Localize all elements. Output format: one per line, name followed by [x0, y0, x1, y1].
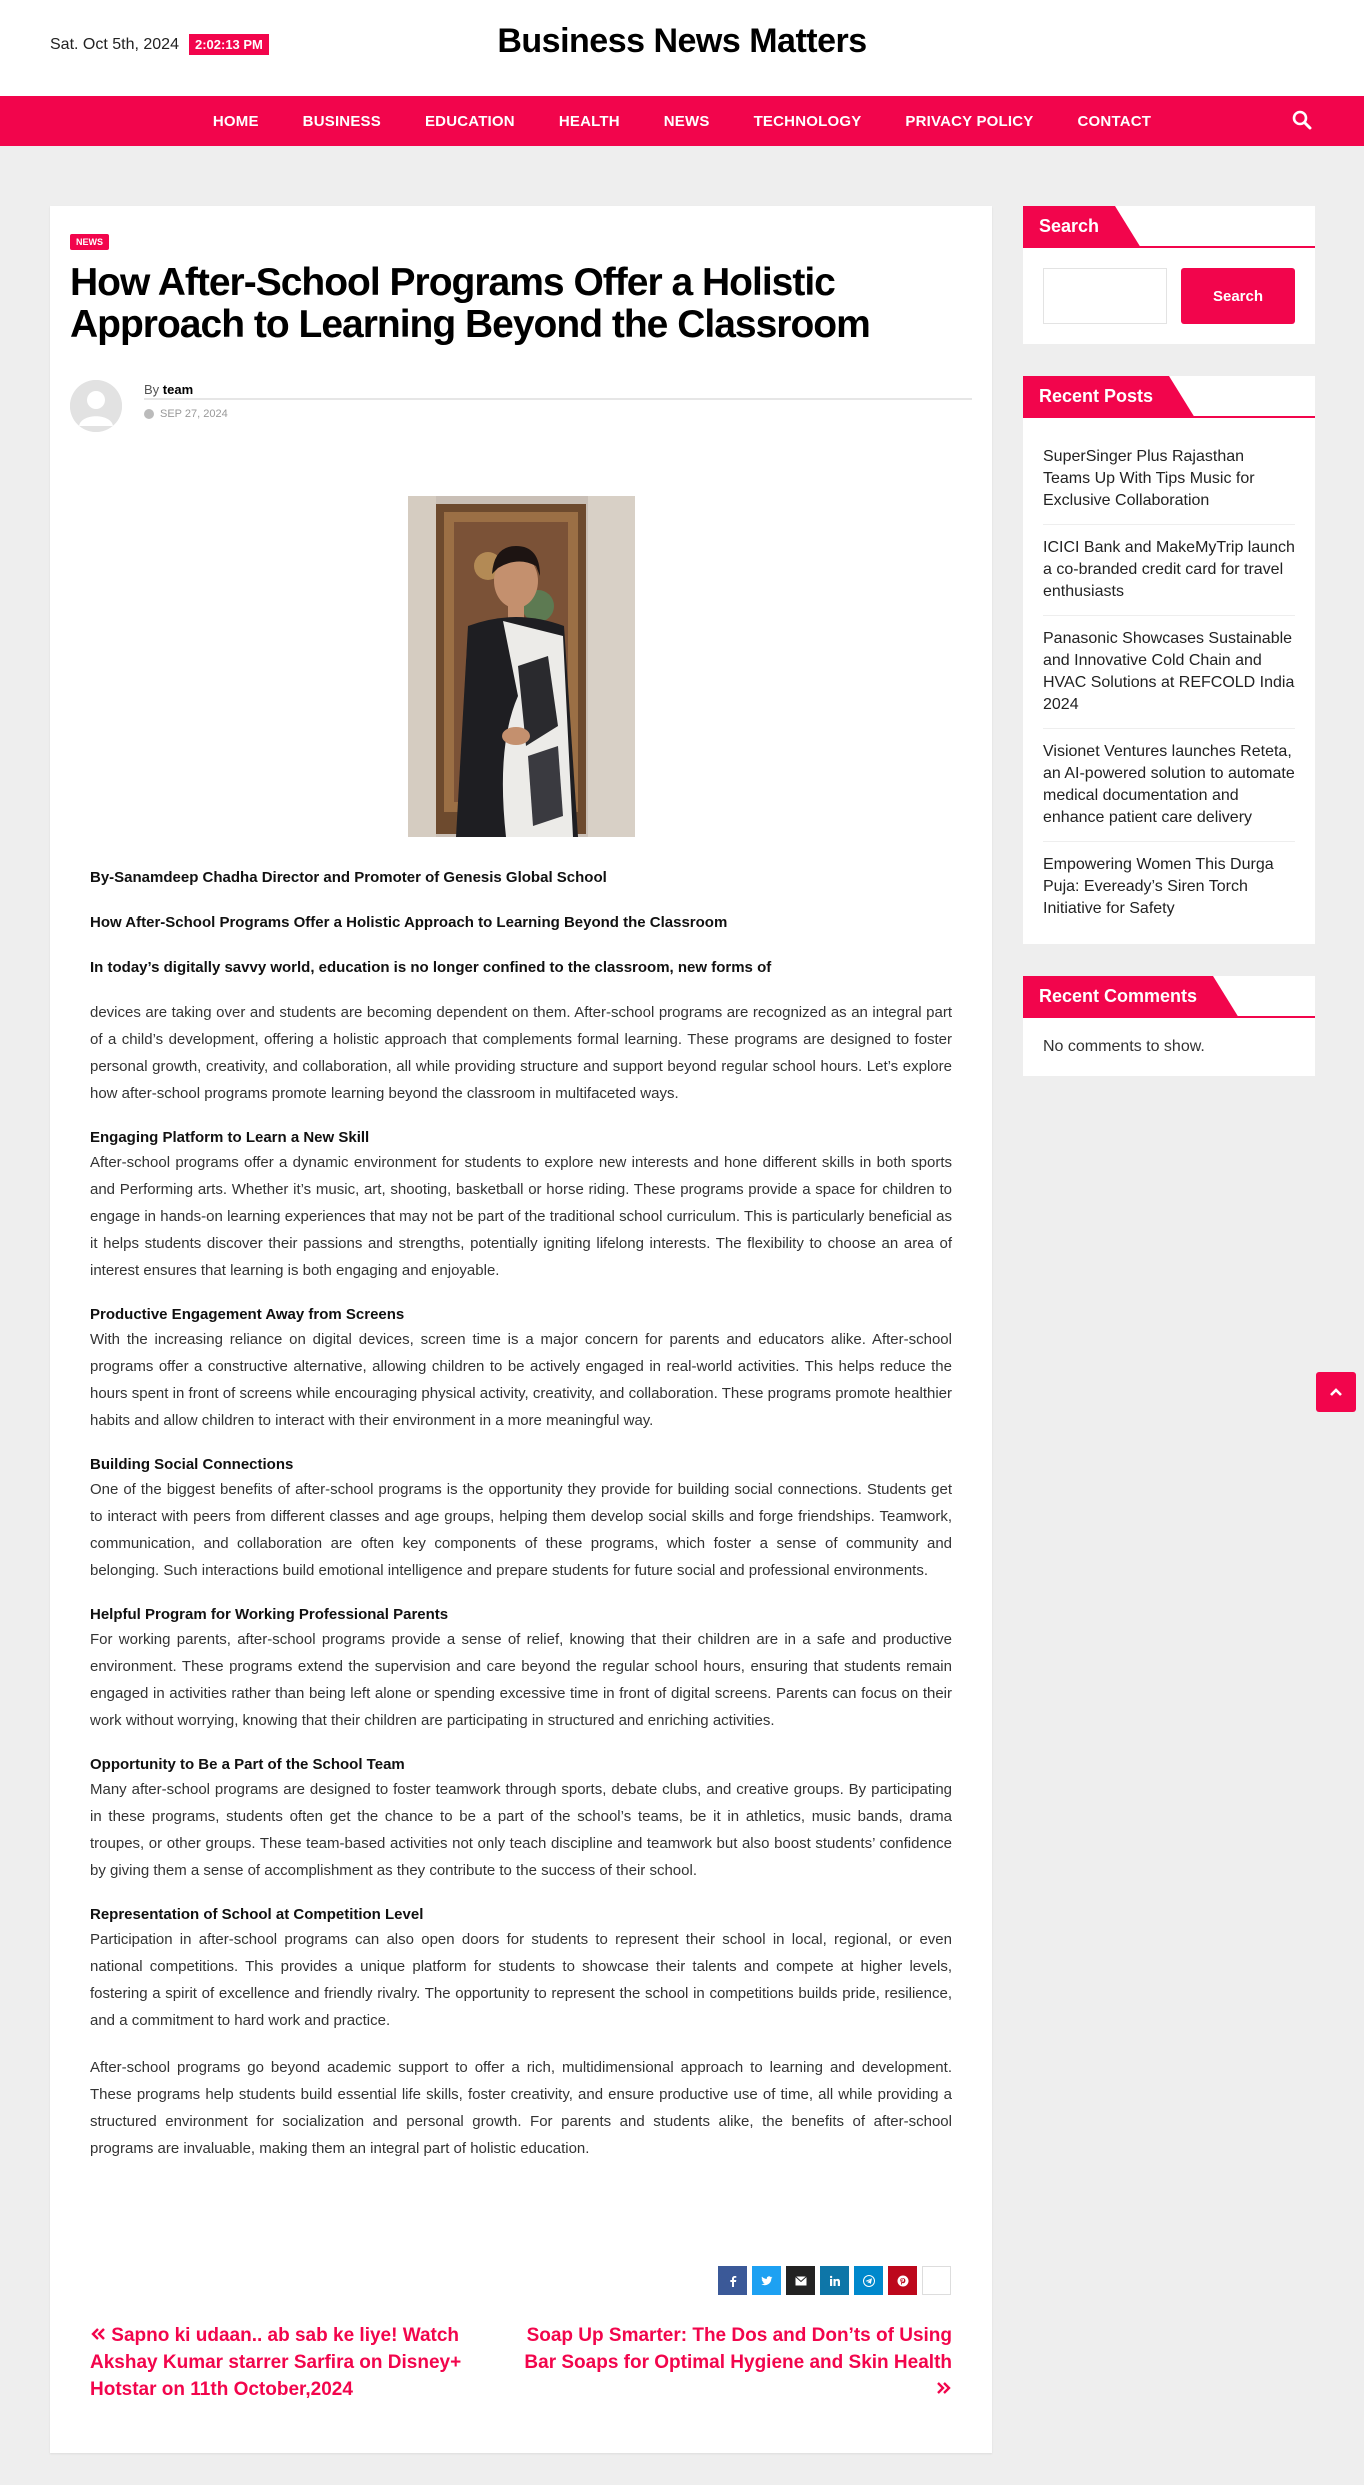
- nav-item-technology[interactable]: TECHNOLOGY: [753, 112, 862, 130]
- recent-post-link[interactable]: Panasonic Showcases Sustainable and Innovative Cold Chain and HVAC Solutions at REFCOLD India 2024: [1043, 616, 1295, 729]
- section-heading: Representation of School at Competition Level: [90, 1906, 424, 1923]
- section-body: Many after-school programs are designed to foster teamwork through sports, debate clubs, and creative groups. By participating in these programs, students often get the chance to be a part of the school’s teams, be it in athletics, music bands, drama troupes, or other groups. These team-based activities not only teach discipline and teamwork but also boost students’ confidence by giving them a sense of accomplishment as they contribute to the success of their school.: [90, 1781, 952, 1879]
- recent-comments-widget: [1023, 976, 1315, 1076]
- recent-post-link[interactable]: Empowering Women This Durga Puja: Eveready’s Siren Torch Initiative for Safety: [1043, 856, 1274, 917]
- article-conclusion: After-school programs go beyond academic support to offer a rich, multidimensional approach to learning and development. These programs help students build essential life skills, foster creativity, and ensure productive use of time, all while providing a structured environment for socialization and personal growth. For parents and students alike, the benefits of after-school programs are invaluable, making them an integral part of holistic education.: [90, 2059, 952, 2157]
- author-photo: [408, 496, 635, 837]
- article-intro: devices are taking over and students are becoming dependent on them. After-school programs are recognized as an integral part of a child’s development, offering a holistic approach that complements formal learning. These programs are designed to foster personal growth, creativity, and collaboration, all while providing structure and support beyond regular school hours. Let’s explore how after-school programs promote learning beyond the classroom in multifaceted ways.: [90, 1004, 952, 1102]
- byline: [144, 382, 193, 397]
- user-icon: [70, 380, 122, 432]
- section-body: For working parents, after-school programs provide a sense of relief, knowing that their children are in a safe and productive environment. These programs extend the supervision and care beyond the regular school hours, ensuring that students remain engaged in activities rather than being left alone or spending excessive time in front of digital screens. Parents can focus on their work without worrying, knowing that their children are participating in structured and enriching activities.: [90, 1631, 952, 1729]
- section-heading: Productive Engagement Away from Screens: [90, 1306, 405, 1323]
- main-nav: [0, 96, 1364, 146]
- double-chevron-right-icon: [936, 2380, 952, 2396]
- double-chevron-left-icon: [90, 2326, 106, 2342]
- article-author-credit: By-Sanamdeep Chadha Director and Promoter of Genesis Global School: [90, 869, 607, 886]
- nav-item-contact[interactable]: CONTACT: [1077, 112, 1152, 130]
- section-body: With the increasing reliance on digital devices, screen time is a major concern for parents and educators alike. After-school programs offer a constructive alternative, allowing children to be actively engaged in real-world activities. This helps reduce the hours spent in front of screens while encouraging physical activity, creativity, and collaboration. These programs promote healthier habits and allow children to interact with their environment in a more meaningful way.: [90, 1331, 952, 1429]
- page-container: [0, 146, 1364, 2485]
- section-body: One of the biggest benefits of after-school programs is the opportunity they provide for building social connections. Students get to interact with peers from different classes and age groups, helping them develop social skills and forge friendships. Teamwork, communication, and collaboration are often key components of these programs, which foster a sense of community and belonging. Such interactions build emotional intelligence and prepare students for future social and professional environments.: [90, 1481, 952, 1579]
- current-date: Sat. Oct 5th, 2024: [50, 35, 179, 53]
- recent-comments-body: [1023, 1018, 1315, 1076]
- widget-title: Search: [1023, 206, 1115, 248]
- sidebar-search-input[interactable]: [1043, 268, 1167, 324]
- email-share-button[interactable]: [786, 2266, 815, 2295]
- section-heading: Helpful Program for Working Professional Parents: [90, 1606, 449, 1623]
- meta-divider: [144, 398, 972, 400]
- site-header: [0, 0, 1364, 96]
- article-title: How After-School Programs Offer a Holistic Approach to Learning Beyond the Classroom: [70, 261, 870, 346]
- section-heading: Building Social Connections: [90, 1456, 294, 1473]
- section-body: Participation in after-school programs can also open doors for students to represent their school in local, regional, or even national competitions. This provides a unique platform for students to showcase their talents and compete at higher levels, fostering a spirit of excellence and friendly rivalry. The opportunity to represent the school in competitions builds pride, resilience, and a commitment to hard work and practice.: [90, 1931, 952, 2029]
- telegram-icon: [863, 2275, 875, 2287]
- portrait-image: [408, 496, 635, 837]
- nav-item-home[interactable]: HOME: [212, 112, 259, 130]
- facebook-icon: [727, 2275, 739, 2287]
- recent-post-link[interactable]: SuperSinger Plus Rajasthan Teams Up With Tips Music for Exclusive Collaboration: [1043, 438, 1295, 525]
- widget-header: [1023, 976, 1315, 1018]
- pinterest-share-button[interactable]: [888, 2266, 917, 2295]
- recent-post-link[interactable]: Visionet Ventures launches Reteta, an AI-powered solution to automate medical documentation and enhance patient care delivery: [1043, 729, 1295, 842]
- search-form: [1023, 248, 1315, 344]
- section-heading: Opportunity to Be a Part of the School Team: [90, 1756, 405, 1773]
- print-share-button[interactable]: [922, 2266, 951, 2295]
- twitter-icon: [761, 2275, 773, 2287]
- linkedin-share-button[interactable]: [820, 2266, 849, 2295]
- previous-post-title: Sapno ki udaan.. ab sab ke liye! Watch Akshay Kumar starrer Sarfira on Disney+ Hotstar on 11th October,2024: [90, 2325, 462, 2400]
- article-meta: [70, 380, 972, 440]
- nav-item-education[interactable]: EDUCATION: [424, 112, 515, 130]
- sidebar: [1023, 206, 1315, 1108]
- search-icon[interactable]: [1292, 110, 1312, 130]
- clock-icon: [144, 409, 154, 419]
- article-lead: In today’s digitally savvy world, education is no longer confined to the classroom, new forms of: [90, 959, 772, 976]
- article-subtitle: How After-School Programs Offer a Holistic Approach to Learning Beyond the Classroom: [90, 914, 728, 931]
- nav-item-news[interactable]: NEWS: [663, 112, 710, 130]
- widget-header: [1023, 206, 1315, 248]
- widget-title: Recent Posts: [1023, 376, 1169, 418]
- linkedin-icon: [829, 2275, 841, 2287]
- sidebar-search-button[interactable]: Search: [1181, 268, 1295, 324]
- author-link[interactable]: team: [162, 382, 194, 397]
- share-buttons: [718, 2266, 951, 2295]
- twitter-share-button[interactable]: [752, 2266, 781, 2295]
- next-post-link[interactable]: [522, 2322, 952, 2403]
- recent-post-link[interactable]: ICICI Bank and MakeMyTrip launch a co-branded credit card for travel enthusiasts: [1043, 525, 1295, 616]
- recent-posts-list: [1023, 418, 1315, 944]
- print-icon: [931, 2275, 943, 2287]
- widget-header: [1023, 376, 1315, 418]
- facebook-share-button[interactable]: [718, 2266, 747, 2295]
- pinterest-icon: [897, 2275, 909, 2287]
- envelope-icon: [795, 2276, 807, 2286]
- nav-item-health[interactable]: HEALTH: [558, 112, 620, 130]
- widget-title: Recent Comments: [1023, 976, 1213, 1018]
- post-date: [144, 408, 228, 420]
- avatar[interactable]: [70, 380, 122, 432]
- no-comments-text: No comments to show.: [1043, 1038, 1205, 1055]
- scroll-to-top-button[interactable]: [1316, 1372, 1356, 1412]
- telegram-share-button[interactable]: [854, 2266, 883, 2295]
- section-body: After-school programs offer a dynamic environment for students to explore new interests and hone different skills in both sports and Performing arts. Whether it’s music, art, shooting, basketball or horse riding. These programs provide a space for children to engage in hands-on learning experiences that may not be part of the traditional school curriculum. This is particularly beneficial as it helps students discover their passions and strengths, potentially igniting lifelong interests. The flexibility to choose an area of interest ensures that learning is both engaging and enjoyable.: [90, 1154, 952, 1279]
- chevron-up-icon: [1329, 1387, 1343, 1397]
- category-badge[interactable]: NEWS: [70, 234, 109, 250]
- next-post-title: Soap Up Smarter: The Dos and Don’ts of Using Bar Soaps for Optimal Hygiene and Skin Health: [524, 2325, 952, 2373]
- previous-post-link[interactable]: [90, 2322, 520, 2403]
- site-title-link[interactable]: Business News Matters: [497, 22, 867, 60]
- section-heading: Engaging Platform to Learn a New Skill: [90, 1129, 370, 1146]
- nav-item-privacy-policy[interactable]: PRIVACY POLICY: [905, 112, 1034, 130]
- byline-prefix: By: [144, 382, 160, 397]
- post-navigation: [90, 2322, 952, 2403]
- recent-posts-widget: [1023, 376, 1315, 944]
- search-widget: [1023, 206, 1315, 344]
- nav-item-business[interactable]: BUSINESS: [302, 112, 381, 130]
- article-content: [90, 864, 952, 2182]
- article-card: [50, 206, 992, 2453]
- post-date-text: SEP 27, 2024: [160, 408, 228, 420]
- current-time-badge: 2:02:13 PM: [189, 34, 269, 55]
